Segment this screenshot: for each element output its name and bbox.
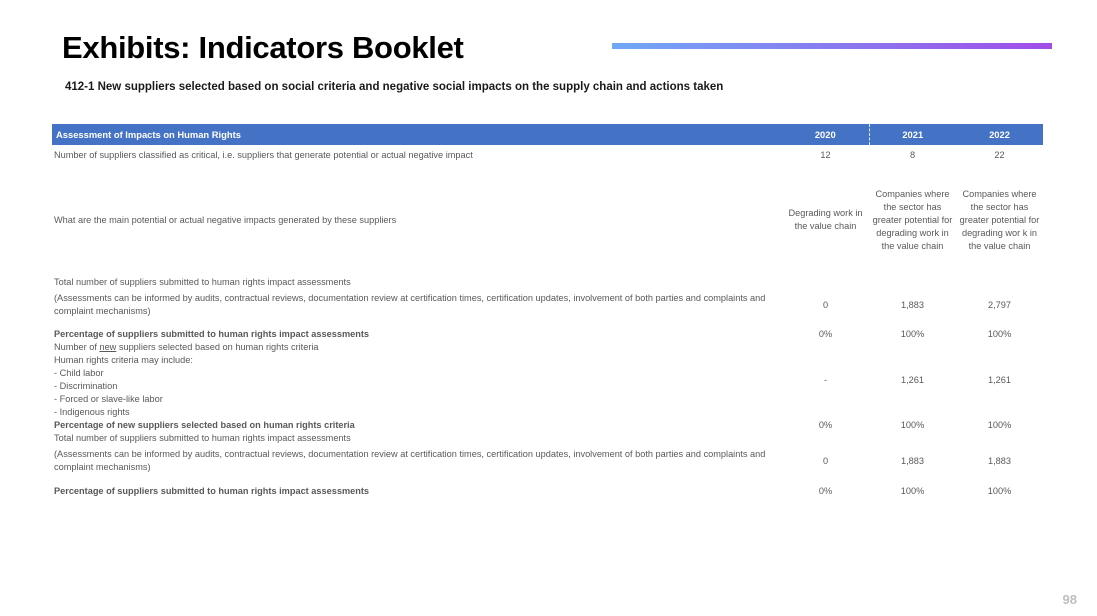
table-row-percentage-assessed [52, 485, 1043, 498]
row-note: (Assessments can be informed by audits, contractual reviews, documentation review at certification times, certification updates, involvement of both parties and complaints and complaint mechanisms) [54, 293, 766, 316]
row-label [52, 341, 782, 419]
row-label: Number of suppliers classified as critical, i.e. suppliers that generate potential or actual negative impact [54, 150, 473, 160]
row-label: Total number of suppliers submitted to human rights impact assessments [54, 276, 351, 287]
value-2020: 0% [818, 420, 833, 430]
value-2021: 1,883 [901, 455, 924, 466]
underlined-word: new [99, 342, 117, 352]
value-2022: 100% [987, 329, 1012, 339]
value-2022: 100% [987, 420, 1012, 430]
page-subtitle: 412-1 New suppliers selected based on social criteria and negative social impacts on the supply chain and actions taken [65, 81, 724, 93]
value-2020: - [823, 374, 828, 385]
value-2021: 100% [900, 420, 925, 430]
value-2021: 8 [909, 150, 916, 160]
criteria-item: - Forced or slave-like labor [54, 394, 163, 404]
value-2021: 100% [900, 329, 925, 339]
accent-gradient-bar [612, 43, 1052, 49]
header-year-2020: 2020 [782, 124, 869, 145]
table-row-total-assessed [52, 445, 1043, 477]
table-row-total-assessed-title [52, 274, 1043, 290]
header-year-2022: 2022 [956, 124, 1043, 145]
header-label: Assessment of Impacts on Human Rights [52, 124, 782, 145]
row-label: What are the main potential or actual negative impacts generated by these suppliers [54, 214, 397, 225]
value-2020: Degrading work in the value chain [788, 208, 863, 231]
criteria-intro: Human rights criteria may include: [54, 355, 193, 365]
row-label: Percentage of suppliers submitted to human rights impact assessments [54, 486, 370, 496]
value-2020: 0% [818, 329, 833, 339]
criteria-item: - Child labor [54, 368, 104, 378]
table-row-critical-suppliers [52, 145, 1043, 166]
value-2020: 0 [822, 299, 829, 310]
row-note: (Assessments can be informed by audits, contractual reviews, documentation review at certification times, certification updates, involvement of both parties and complaints and complaint mechanisms) [54, 449, 766, 472]
human-rights-table [52, 124, 1043, 498]
page-number: 98 [1062, 592, 1077, 607]
header-year-2021: 2021 [869, 124, 956, 145]
row-label: Percentage of new suppliers selected based on human rights criteria [54, 420, 355, 430]
value-2022: 22 [994, 150, 1005, 160]
value-2022: 1,261 [988, 374, 1011, 385]
value-2020: 12 [820, 150, 831, 160]
value-2020: 0 [822, 455, 829, 466]
table-header-row [52, 124, 1043, 145]
value-2022: 2,797 [988, 299, 1011, 310]
value-2021: 100% [900, 486, 925, 496]
value-2022: 100% [987, 486, 1012, 496]
table-row-percentage-assessed [52, 328, 1043, 341]
value-2022: Companies where the sector has greater potential for degrading wor k in the value chain [959, 188, 1040, 251]
value-2021: 1,883 [901, 299, 924, 310]
value-2021: Companies where the sector has greater potential for degrading work in the value chain [872, 188, 953, 251]
value-2022: 1,883 [988, 455, 1011, 466]
row-label: Percentage of suppliers submitted to human rights impact assessments [54, 329, 370, 339]
table-row-new-suppliers [52, 341, 1043, 419]
row-label: Total number of suppliers submitted to human rights impact assessments [54, 433, 351, 443]
new-suppliers-line: Number of new suppliers selected based on human rights criteria [54, 342, 319, 352]
page-title: Exhibits: Indicators Booklet [62, 30, 464, 65]
criteria-item: - Discrimination [54, 381, 118, 391]
criteria-item: - Indigenous rights [54, 407, 130, 417]
value-2020: 0% [818, 486, 833, 496]
table-row-total-assessed-title [52, 432, 1043, 445]
table-row-total-assessed [52, 290, 1043, 320]
table-row-percentage-new [52, 419, 1043, 432]
table-row-negative-impacts [52, 166, 1043, 274]
value-2021: 1,261 [901, 374, 924, 385]
